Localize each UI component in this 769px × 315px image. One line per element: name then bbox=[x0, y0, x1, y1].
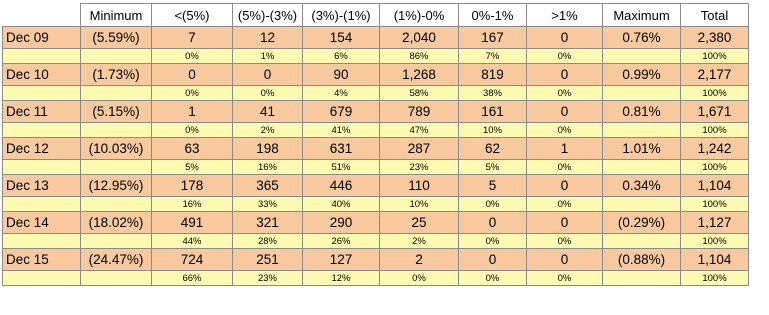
percent-total-cell: 100% bbox=[681, 197, 749, 212]
count-cell-1-to-0pct: 789 bbox=[380, 101, 459, 123]
percent-cell-3-to-1pct: 41% bbox=[303, 123, 380, 138]
header-maximum: Maximum bbox=[603, 4, 681, 27]
maximum-cell: 0.99% bbox=[603, 64, 681, 86]
count-cell-below-5pct: 178 bbox=[152, 175, 233, 197]
header-total: Total bbox=[681, 4, 749, 27]
year-cell: Dec 13 bbox=[3, 175, 81, 197]
percent-cell-above-1pct: 0% bbox=[527, 234, 603, 249]
count-cell-5-to-3pct: 198 bbox=[233, 138, 303, 160]
percent-cell-0-to-1pct: 0% bbox=[459, 234, 527, 249]
percent-cell-1-to-0pct: 10% bbox=[380, 197, 459, 212]
minimum-cell: (18.02%) bbox=[81, 212, 152, 234]
total-cell: 2,380 bbox=[681, 27, 749, 49]
percent-blank-cell bbox=[3, 197, 81, 212]
percent-blank-cell bbox=[81, 123, 152, 138]
percent-blank-cell bbox=[81, 86, 152, 101]
year-cell: Dec 09 bbox=[3, 27, 81, 49]
count-row bbox=[3, 64, 749, 86]
percent-row bbox=[3, 49, 749, 64]
count-cell-above-1pct: 0 bbox=[527, 64, 603, 86]
percent-blank-cell bbox=[81, 49, 152, 64]
percent-cell-3-to-1pct: 12% bbox=[303, 271, 380, 286]
percent-cell-0-to-1pct: 0% bbox=[459, 197, 527, 212]
count-cell-below-5pct: 7 bbox=[152, 27, 233, 49]
count-cell-5-to-3pct: 251 bbox=[233, 249, 303, 271]
count-row bbox=[3, 27, 749, 49]
count-cell-above-1pct: 1 bbox=[527, 138, 603, 160]
count-cell-below-5pct: 724 bbox=[152, 249, 233, 271]
percent-blank-cell bbox=[3, 160, 81, 175]
count-cell-above-1pct: 0 bbox=[527, 212, 603, 234]
count-cell-below-5pct: 0 bbox=[152, 64, 233, 86]
percent-blank-cell bbox=[3, 86, 81, 101]
header-below-5pct: <(5%) bbox=[152, 4, 233, 27]
distribution-table bbox=[2, 3, 749, 286]
minimum-cell: (1.73%) bbox=[81, 64, 152, 86]
minimum-cell: (12.95%) bbox=[81, 175, 152, 197]
count-cell-3-to-1pct: 127 bbox=[303, 249, 380, 271]
minimum-cell: (5.15%) bbox=[81, 101, 152, 123]
count-row bbox=[3, 101, 749, 123]
count-cell-below-5pct: 491 bbox=[152, 212, 233, 234]
count-row bbox=[3, 138, 749, 160]
total-cell: 2,177 bbox=[681, 64, 749, 86]
percent-cell-below-5pct: 0% bbox=[152, 123, 233, 138]
percent-cell-below-5pct: 16% bbox=[152, 197, 233, 212]
count-cell-above-1pct: 0 bbox=[527, 175, 603, 197]
percent-cell-3-to-1pct: 26% bbox=[303, 234, 380, 249]
count-cell-0-to-1pct: 62 bbox=[459, 138, 527, 160]
total-cell: 1,671 bbox=[681, 101, 749, 123]
percent-cell-below-5pct: 66% bbox=[152, 271, 233, 286]
count-row bbox=[3, 249, 749, 271]
count-cell-0-to-1pct: 167 bbox=[459, 27, 527, 49]
count-cell-1-to-0pct: 2 bbox=[380, 249, 459, 271]
total-cell: 1,127 bbox=[681, 212, 749, 234]
header-blank-cell bbox=[3, 4, 81, 27]
header-row bbox=[3, 4, 749, 27]
percent-cell-0-to-1pct: 10% bbox=[459, 123, 527, 138]
percent-cell-5-to-3pct: 1% bbox=[233, 49, 303, 64]
percent-cell-below-5pct: 0% bbox=[152, 49, 233, 64]
count-cell-0-to-1pct: 0 bbox=[459, 212, 527, 234]
percent-blank-cell bbox=[3, 123, 81, 138]
header-1-to-0pct: (1%)-0% bbox=[380, 4, 459, 27]
count-cell-1-to-0pct: 110 bbox=[380, 175, 459, 197]
percent-cell-0-to-1pct: 7% bbox=[459, 49, 527, 64]
year-cell: Dec 11 bbox=[3, 101, 81, 123]
percent-blank-cell bbox=[603, 123, 681, 138]
maximum-cell: (0.29%) bbox=[603, 212, 681, 234]
count-cell-0-to-1pct: 5 bbox=[459, 175, 527, 197]
year-cell: Dec 15 bbox=[3, 249, 81, 271]
percent-blank-cell bbox=[603, 271, 681, 286]
percent-total-cell: 100% bbox=[681, 123, 749, 138]
percent-cell-5-to-3pct: 33% bbox=[233, 197, 303, 212]
minimum-cell: (5.59%) bbox=[81, 27, 152, 49]
table-header bbox=[3, 4, 749, 27]
percent-total-cell: 100% bbox=[681, 234, 749, 249]
percent-blank-cell bbox=[3, 271, 81, 286]
percent-cell-5-to-3pct: 28% bbox=[233, 234, 303, 249]
count-cell-0-to-1pct: 161 bbox=[459, 101, 527, 123]
percent-cell-below-5pct: 5% bbox=[152, 160, 233, 175]
maximum-cell: (0.88%) bbox=[603, 249, 681, 271]
count-cell-below-5pct: 1 bbox=[152, 101, 233, 123]
count-cell-3-to-1pct: 290 bbox=[303, 212, 380, 234]
percent-cell-above-1pct: 0% bbox=[527, 160, 603, 175]
count-cell-3-to-1pct: 679 bbox=[303, 101, 380, 123]
percent-blank-cell bbox=[81, 197, 152, 212]
year-cell: Dec 12 bbox=[3, 138, 81, 160]
percent-row bbox=[3, 86, 749, 101]
percent-cell-above-1pct: 0% bbox=[527, 49, 603, 64]
percent-cell-above-1pct: 0% bbox=[527, 197, 603, 212]
percent-blank-cell bbox=[603, 197, 681, 212]
year-cell: Dec 14 bbox=[3, 212, 81, 234]
percent-cell-1-to-0pct: 47% bbox=[380, 123, 459, 138]
percent-blank-cell bbox=[81, 271, 152, 286]
percent-total-cell: 100% bbox=[681, 86, 749, 101]
percent-total-cell: 100% bbox=[681, 271, 749, 286]
percent-cell-5-to-3pct: 23% bbox=[233, 271, 303, 286]
percent-cell-3-to-1pct: 51% bbox=[303, 160, 380, 175]
count-cell-3-to-1pct: 90 bbox=[303, 64, 380, 86]
header-3-to-1pct: (3%)-(1%) bbox=[303, 4, 380, 27]
minimum-cell: (24.47%) bbox=[81, 249, 152, 271]
percent-total-cell: 100% bbox=[681, 49, 749, 64]
percent-row bbox=[3, 271, 749, 286]
count-cell-0-to-1pct: 819 bbox=[459, 64, 527, 86]
percent-cell-below-5pct: 44% bbox=[152, 234, 233, 249]
percent-cell-3-to-1pct: 6% bbox=[303, 49, 380, 64]
count-cell-1-to-0pct: 25 bbox=[380, 212, 459, 234]
header-5-to-3pct: (5%)-(3%) bbox=[233, 4, 303, 27]
percent-blank-cell bbox=[603, 234, 681, 249]
count-cell-5-to-3pct: 0 bbox=[233, 64, 303, 86]
maximum-cell: 1.01% bbox=[603, 138, 681, 160]
minimum-cell: (10.03%) bbox=[81, 138, 152, 160]
count-cell-5-to-3pct: 41 bbox=[233, 101, 303, 123]
percent-cell-1-to-0pct: 86% bbox=[380, 49, 459, 64]
count-row bbox=[3, 175, 749, 197]
total-cell: 1,104 bbox=[681, 175, 749, 197]
count-cell-0-to-1pct: 0 bbox=[459, 249, 527, 271]
count-cell-1-to-0pct: 2,040 bbox=[380, 27, 459, 49]
header-0-to-1pct: 0%-1% bbox=[459, 4, 527, 27]
count-cell-5-to-3pct: 365 bbox=[233, 175, 303, 197]
count-cell-5-to-3pct: 12 bbox=[233, 27, 303, 49]
percent-row bbox=[3, 160, 749, 175]
percent-blank-cell bbox=[603, 160, 681, 175]
count-cell-3-to-1pct: 154 bbox=[303, 27, 380, 49]
count-cell-3-to-1pct: 446 bbox=[303, 175, 380, 197]
table-body bbox=[3, 27, 749, 286]
header-minimum: Minimum bbox=[81, 4, 152, 27]
percent-cell-3-to-1pct: 40% bbox=[303, 197, 380, 212]
percent-blank-cell bbox=[81, 234, 152, 249]
percent-blank-cell bbox=[603, 49, 681, 64]
count-cell-1-to-0pct: 287 bbox=[380, 138, 459, 160]
percent-blank-cell bbox=[3, 49, 81, 64]
percent-cell-0-to-1pct: 38% bbox=[459, 86, 527, 101]
count-cell-3-to-1pct: 631 bbox=[303, 138, 380, 160]
count-cell-5-to-3pct: 321 bbox=[233, 212, 303, 234]
percent-cell-0-to-1pct: 0% bbox=[459, 271, 527, 286]
maximum-cell: 0.81% bbox=[603, 101, 681, 123]
percent-cell-1-to-0pct: 58% bbox=[380, 86, 459, 101]
maximum-cell: 0.34% bbox=[603, 175, 681, 197]
year-cell: Dec 10 bbox=[3, 64, 81, 86]
percent-total-cell: 100% bbox=[681, 160, 749, 175]
count-cell-above-1pct: 0 bbox=[527, 27, 603, 49]
count-row bbox=[3, 212, 749, 234]
percent-row bbox=[3, 123, 749, 138]
percent-cell-5-to-3pct: 0% bbox=[233, 86, 303, 101]
count-cell-above-1pct: 0 bbox=[527, 101, 603, 123]
percent-cell-1-to-0pct: 23% bbox=[380, 160, 459, 175]
percent-cell-1-to-0pct: 0% bbox=[380, 271, 459, 286]
percent-cell-above-1pct: 0% bbox=[527, 123, 603, 138]
percent-cell-0-to-1pct: 5% bbox=[459, 160, 527, 175]
percent-cell-above-1pct: 0% bbox=[527, 271, 603, 286]
percent-cell-5-to-3pct: 16% bbox=[233, 160, 303, 175]
count-cell-above-1pct: 0 bbox=[527, 249, 603, 271]
count-cell-1-to-0pct: 1,268 bbox=[380, 64, 459, 86]
percent-cell-above-1pct: 0% bbox=[527, 86, 603, 101]
percent-cell-1-to-0pct: 2% bbox=[380, 234, 459, 249]
maximum-cell: 0.76% bbox=[603, 27, 681, 49]
percent-blank-cell bbox=[603, 86, 681, 101]
percent-blank-cell bbox=[81, 160, 152, 175]
total-cell: 1,104 bbox=[681, 249, 749, 271]
percent-cell-below-5pct: 0% bbox=[152, 86, 233, 101]
percent-blank-cell bbox=[3, 234, 81, 249]
percent-row bbox=[3, 197, 749, 212]
percent-cell-5-to-3pct: 2% bbox=[233, 123, 303, 138]
percent-cell-3-to-1pct: 4% bbox=[303, 86, 380, 101]
count-cell-below-5pct: 63 bbox=[152, 138, 233, 160]
header-above-1pct: >1% bbox=[527, 4, 603, 27]
total-cell: 1,242 bbox=[681, 138, 749, 160]
percent-row bbox=[3, 234, 749, 249]
